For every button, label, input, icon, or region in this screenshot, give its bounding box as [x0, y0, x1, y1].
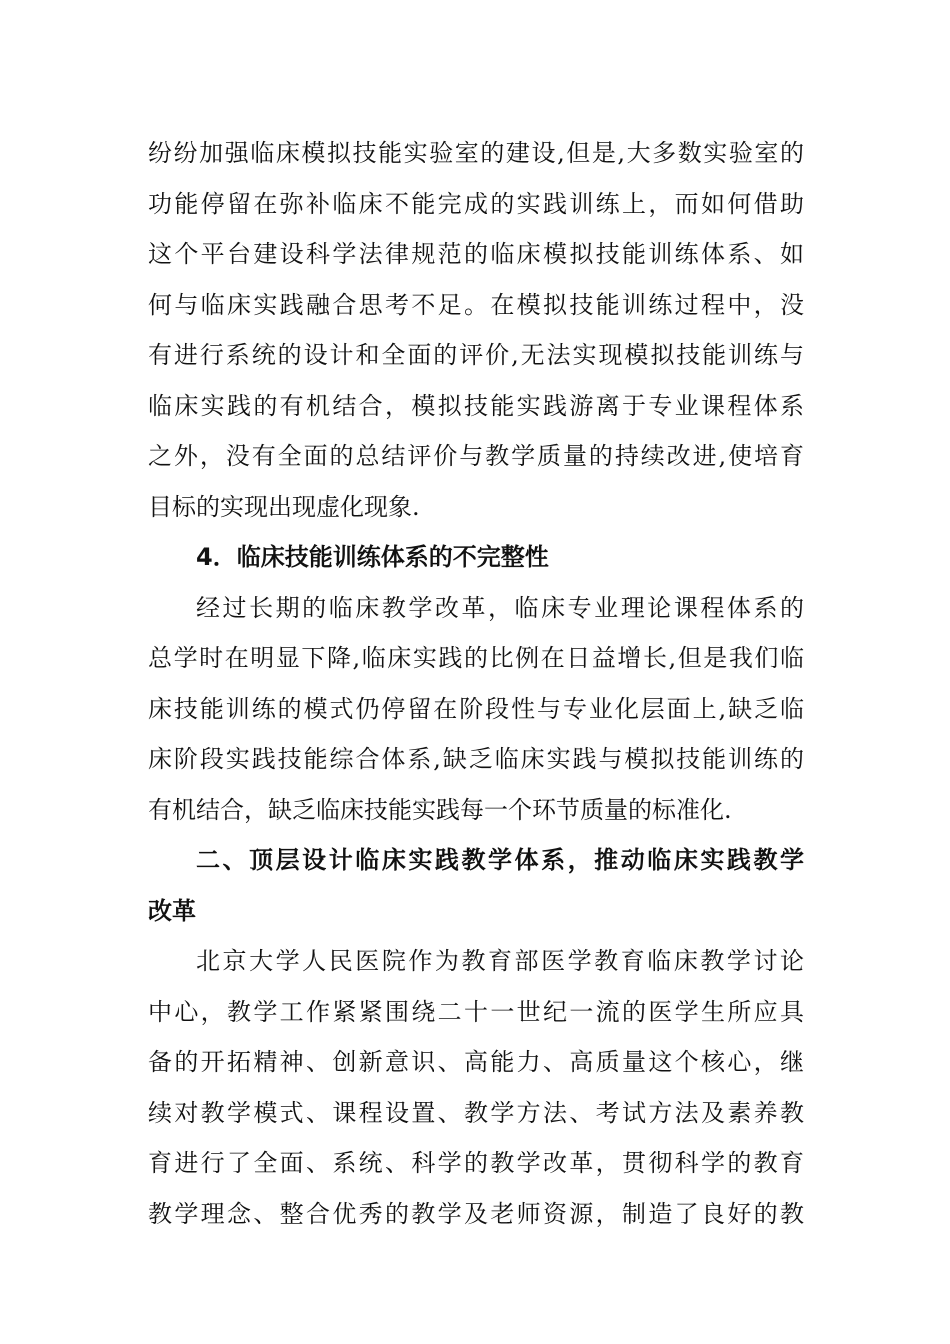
- section-heading-line: 改革: [148, 896, 196, 925]
- paragraph-line: 纷纷加强临床模拟技能实验室的建设,但是,大多数实验室的: [148, 139, 804, 167]
- document-body: [148, 128, 804, 1239]
- paragraph-line: 总学时在明显下降,临床实践的比例在日益增长,但是我们临: [148, 644, 804, 672]
- paragraph-line: 目标的实现出现虚化现象.: [148, 492, 420, 521]
- paragraph-line: 临床实践的有机结合，模拟技能实践游离于专业课程体系: [148, 391, 804, 420]
- paragraph-line: 之外，没有全面的总结评价与教学质量的持续改进,使培育: [148, 442, 804, 470]
- subheading-4: 4．临床技能训练体系的不完整性: [196, 543, 549, 571]
- paragraph-1: [148, 128, 804, 532]
- paragraph-line: 有进行系统的设计和全面的评价,无法实现模拟技能训练与: [148, 341, 804, 369]
- paragraph-line: 床阶段实践技能综合体系,缺乏临床实践与模拟技能训练的: [148, 745, 804, 773]
- paragraph-line: 续对教学模式、课程设置、教学方法、考试方法及素养教: [148, 1098, 804, 1127]
- paragraph-3: [148, 936, 804, 1239]
- paragraph-line: 中心，教学工作紧紧围绕二十一世纪一流的医学生所应具: [148, 997, 804, 1026]
- paragraph-line: 床技能训练的模式仍停留在阶段性与专业化层面上,缺乏临: [148, 694, 804, 723]
- paragraph-line: 经过长期的临床教学改革，临床专业理论课程体系的: [196, 593, 804, 622]
- paragraph-line: 有机结合，缺乏临床技能实践每一个环节质量的标准化.: [148, 795, 732, 824]
- paragraph-line: 北京大学人民医院作为教育部医学教育临床教学讨论: [196, 947, 804, 975]
- paragraph-2: [148, 583, 804, 836]
- section-heading-line: 二、顶层设计临床实践教学体系，推动临床实践教学: [196, 846, 804, 874]
- paragraph-line: 功能停留在弥补临床不能完成的实践训练上，而如何借助: [148, 189, 804, 218]
- paragraph-line: 何与临床实践融合思考不足。在模拟技能训练过程中，没: [148, 290, 804, 319]
- section-heading: [148, 835, 804, 936]
- paragraph-line: 育进行了全面、系统、科学的教学改革，贯彻科学的教育: [148, 1149, 804, 1177]
- paragraph-line: 备的开拓精神、创新意识、高能力、高质量这个核心，继: [148, 1048, 804, 1076]
- paragraph-line: 这个平台建设科学法律规范的临床模拟技能训练体系、如: [148, 240, 804, 268]
- paragraph-line: 教学理念、整合优秀的教学及老师资源，制造了良好的教: [148, 1199, 804, 1228]
